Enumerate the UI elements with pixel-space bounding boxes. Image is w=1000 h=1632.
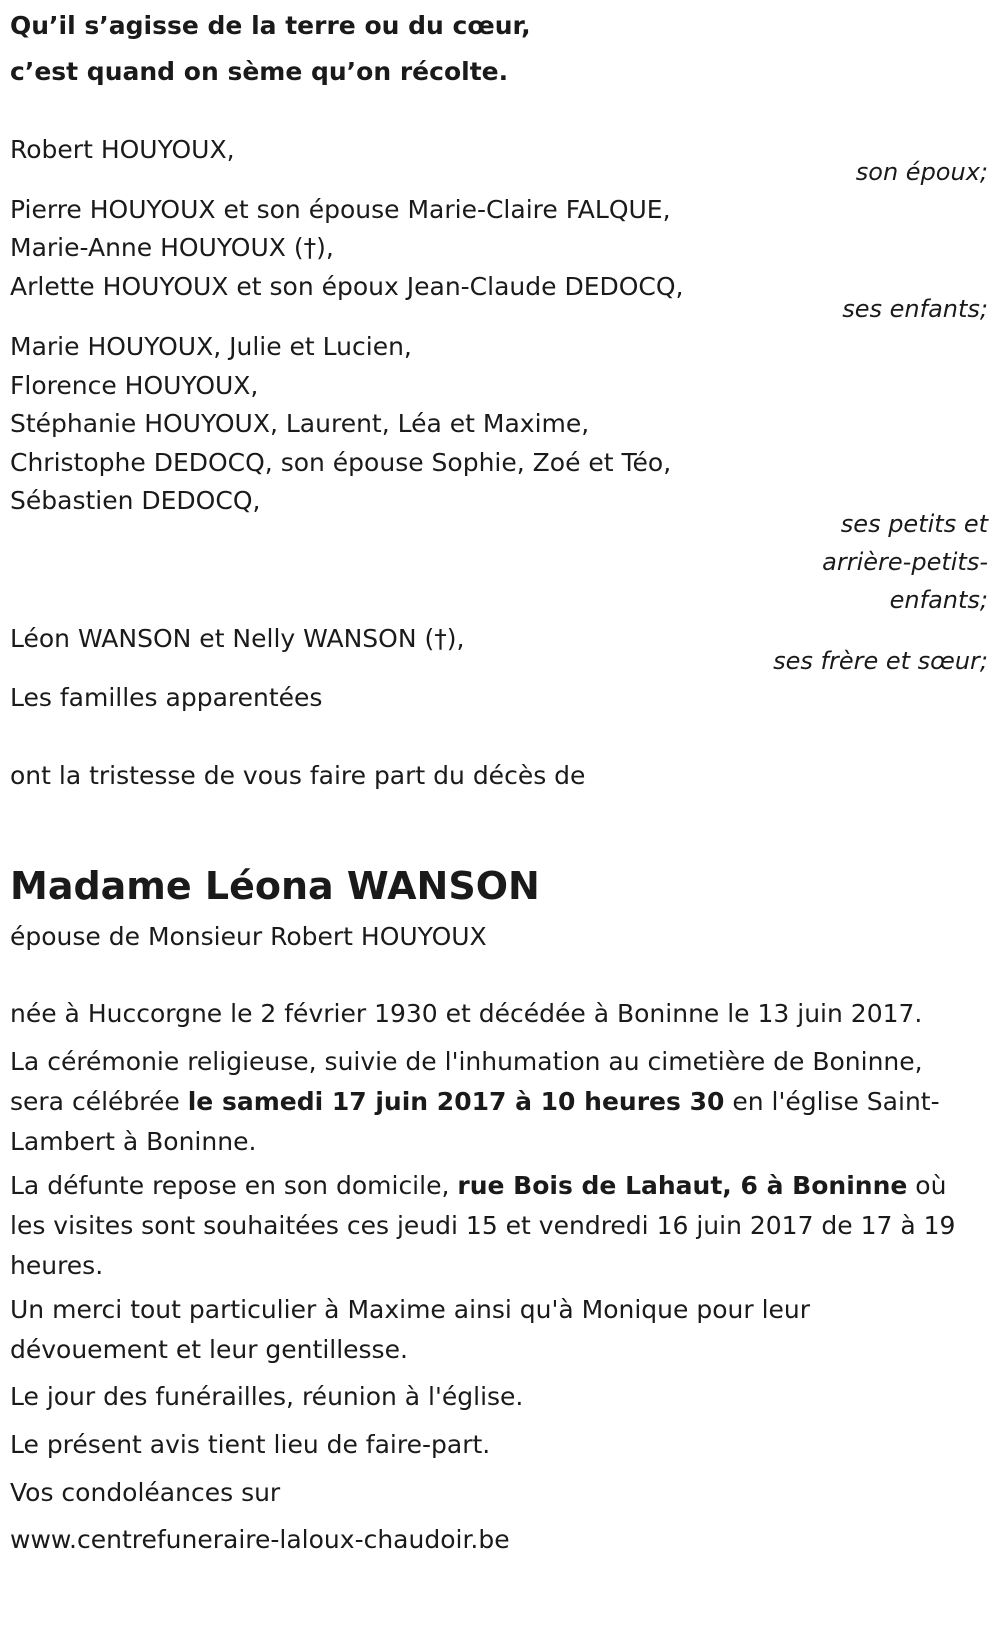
thanks-paragraph: Un merci tout particulier à Maxime ainsi qu'à Monique pour leur dévouement et leur gentillesse. — [10, 1295, 811, 1364]
announcement: ont la tristesse de vous faire part du décès de — [10, 761, 586, 790]
ceremony-text-post: en l'église Saint-Lambert à Boninne. — [10, 1087, 940, 1156]
grandchildren-relation-2: arrière-petits- — [822, 548, 988, 576]
visits-text-pre: La défunte repose en son domicile, — [10, 1171, 458, 1200]
child-1: Pierre HOUYOUX et son épouse Marie-Claire FALQUE, — [10, 195, 671, 224]
grandchild-1: Marie HOUYOUX, Julie et Lucien, — [10, 332, 412, 361]
relatives: Les familles apparentées — [10, 683, 323, 712]
visits-text-post: où les visites sont souhaitées ces jeudi 15 et vendredi 16 juin 2017 de 17 à 19 heures. — [10, 1171, 956, 1280]
motto-line-2: c’est quand on sème qu’on récolte. — [10, 57, 509, 86]
notice: Le présent avis tient lieu de faire-part. — [10, 1430, 491, 1459]
grandchild-2: Florence HOUYOUX, — [10, 371, 259, 400]
grandchild-5: Sébastien DEDOCQ, — [10, 486, 261, 515]
grandchildren-relation-3: enfants; — [889, 586, 988, 614]
deceased-name: Madame Léona WANSON — [10, 864, 540, 908]
funeral-day: Le jour des funérailles, réunion à l'église. — [10, 1382, 524, 1411]
ceremony-date: le samedi 17 juin 2017 à 10 heures 30 — [187, 1087, 725, 1116]
grandchild-3: Stéphanie HOUYOUX, Laurent, Léa et Maxime, — [10, 409, 590, 438]
child-3: Arlette HOUYOUX et son époux Jean-Claude DEDOCQ, — [10, 272, 684, 301]
siblings-relation: ses frère et sœur; — [773, 647, 988, 675]
condolences: Vos condoléances sur — [10, 1478, 281, 1507]
spouse-relation: son époux; — [855, 158, 988, 186]
visits-address: rue Bois de Lahaut, 6 à Boninne — [457, 1171, 908, 1200]
children-relation: ses enfants; — [842, 295, 988, 323]
spouse-name: Robert HOUYOUX, — [10, 135, 235, 164]
siblings: Léon WANSON et Nelly WANSON (†), — [10, 624, 465, 653]
website-link[interactable]: www.centrefuneraire-laloux-chaudoir.be — [10, 1525, 510, 1554]
grandchild-4: Christophe DEDOCQ, son épouse Sophie, Zoé et Téo, — [10, 448, 672, 477]
birth-death: née à Huccorgne le 2 février 1930 et décédée à Boninne le 13 juin 2017. — [10, 999, 923, 1028]
motto-line-1: Qu’il s’agisse de la terre ou du cœur, — [10, 11, 531, 40]
child-2: Marie-Anne HOUYOUX (†), — [10, 233, 334, 262]
ceremony-text-pre: La cérémonie religieuse, suivie de l'inhumation au cimetière de Boninne, sera célébrée — [10, 1047, 923, 1116]
spouse-of: épouse de Monsieur Robert HOUYOUX — [10, 922, 487, 951]
grandchildren-relation-1: ses petits et — [840, 510, 988, 538]
ceremony-paragraph — [10, 1042, 970, 1162]
visits-paragraph — [10, 1166, 970, 1286]
